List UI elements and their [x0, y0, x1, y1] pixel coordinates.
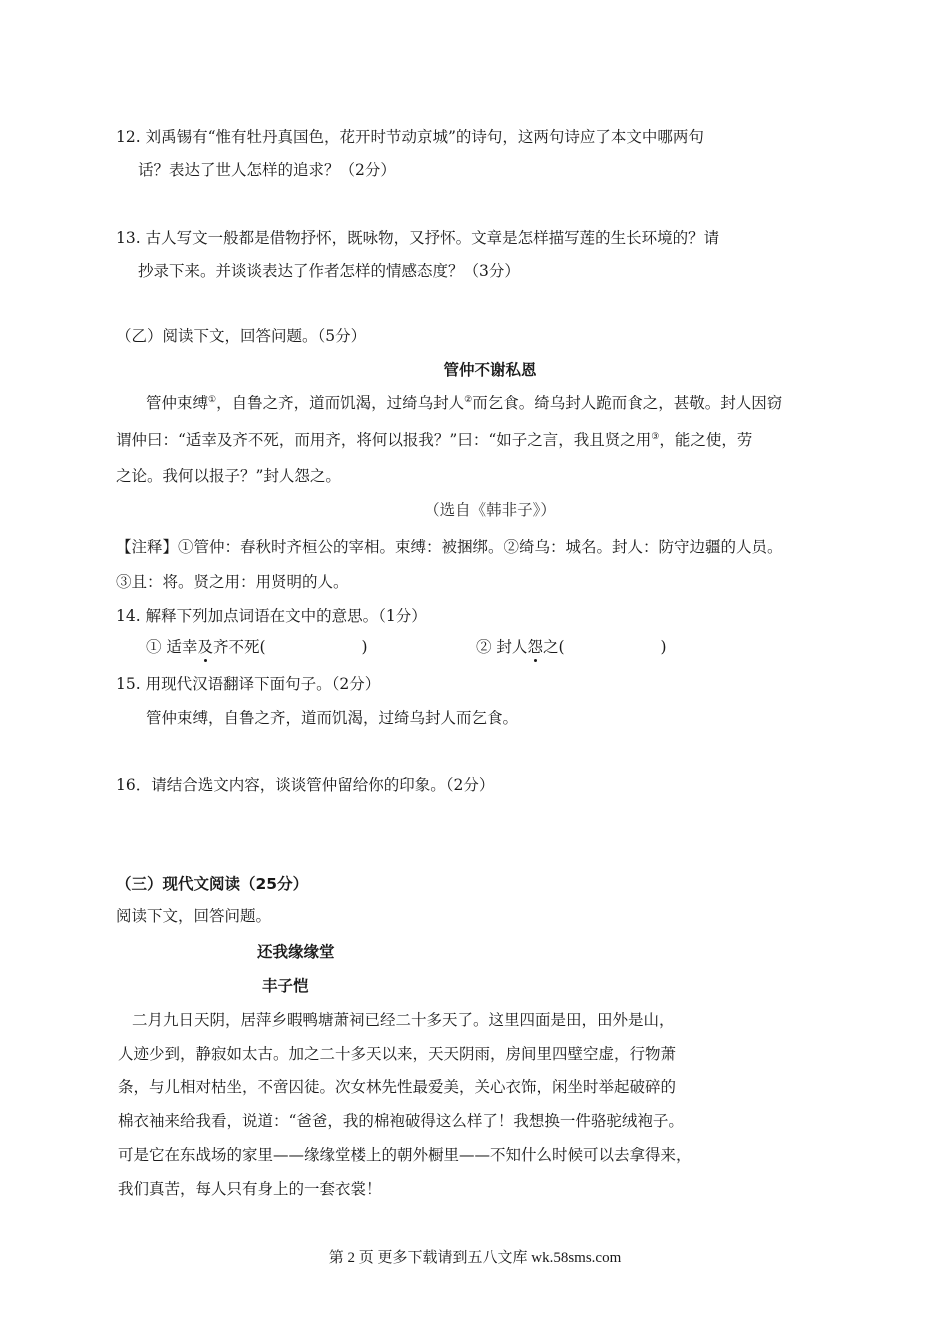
article-line: 二月九日天阴，居萍乡暇鸭塘萧祠已经二十多天了。这里四面是田，田外是山，	[132, 1011, 675, 1029]
article-line: 条，与儿相对枯坐，不啻囚徒。次女林先性最爱美，关心衣饰，闲坐时举起破碎的	[118, 1078, 677, 1096]
q13-line2: 抄录下来。并谈谈表达了作者怎样的情感态度？（3分）	[138, 262, 520, 280]
q15-line2: 管仲束缚，自鲁之齐，道而饥渴，过绮乌封人而乞食。	[146, 709, 519, 727]
section-yi-heading: （乙）阅读下文，回答问题。（5分）	[116, 327, 367, 345]
q14-line1: 14. 解释下列加点词语在文中的意思。（1分）	[116, 607, 427, 625]
article-line: 我们真苦，每人只有身上的一套衣裳！	[118, 1180, 382, 1198]
passage-source: （选自《韩非子》）	[424, 501, 556, 519]
dotted-word: 怨	[527, 638, 543, 656]
notes-line1: 【注释】①管仲：春秋时齐桓公的宰相。束缚：被捆绑。②绮乌：城名。封人：防守边疆的人员。	[116, 538, 783, 556]
section-san-instruction: 阅读下文，回答问题。	[116, 907, 272, 925]
q15-line1: 15. 用现代汉语翻译下面句子。（2分）	[116, 675, 381, 693]
q12-line2: 话？表达了世人怎样的追求？（2分）	[138, 161, 396, 179]
q13-line1: 13. 古人写文一般都是借物抒怀，既咏物，又抒怀。文章是怎样描写莲的生长环境的？请	[116, 229, 720, 247]
passage-line1: 管仲束缚①，自鲁之齐，道而饥渴，过绮乌封人②而乞食。绮乌封人跪而食之，甚敬。封人因窃	[146, 394, 783, 412]
passage-line2: 谓仲曰：“适幸及齐不死，而用齐，将何以报我？”曰：“如子之言，我且贤之用③，能之使，劳	[116, 431, 753, 449]
passage-line3: 之论。我何以报子？”封人怨之。	[116, 467, 341, 485]
article-title: 还我缘缘堂	[257, 943, 335, 961]
article-line: 可是它在东战场的家里——缘缘堂楼上的朝外橱里——不知什么时候可以去拿得来，	[118, 1146, 692, 1164]
article-author: 丰子恺	[262, 977, 309, 995]
article-line: 人迹少到，静寂如太古。加之二十多天以来，天天阴雨，房间里四壁空虚，行物萧	[118, 1045, 677, 1063]
q14-item2: ② 封人怨之( )	[476, 638, 667, 656]
q12-line1: 12. 刘禹锡有“惟有牡丹真国色，花开时节动京城”的诗句，这两句诗应了本文中哪两句	[116, 128, 704, 146]
section-san-heading: （三）现代文阅读（25分）	[116, 875, 309, 893]
page-footer: 第 2 页 更多下载请到五八文库 wk.58sms.com	[328, 1250, 622, 1266]
q14-item1: ① 适幸及齐不死( )	[146, 638, 368, 656]
q16-line1: 16．请结合选文内容，谈谈管仲留给你的印象。（2分）	[116, 776, 495, 794]
notes-line2: ③且：将。贤之用：用贤明的人。	[116, 573, 349, 591]
passage-title: 管仲不谢私恩	[443, 361, 537, 379]
article-line: 棉衣袖来给我看，说道：“爸爸，我的棉袍破得这么样了！我想换一件骆驼绒袍子。	[118, 1112, 684, 1130]
dotted-word: 及	[197, 638, 213, 656]
